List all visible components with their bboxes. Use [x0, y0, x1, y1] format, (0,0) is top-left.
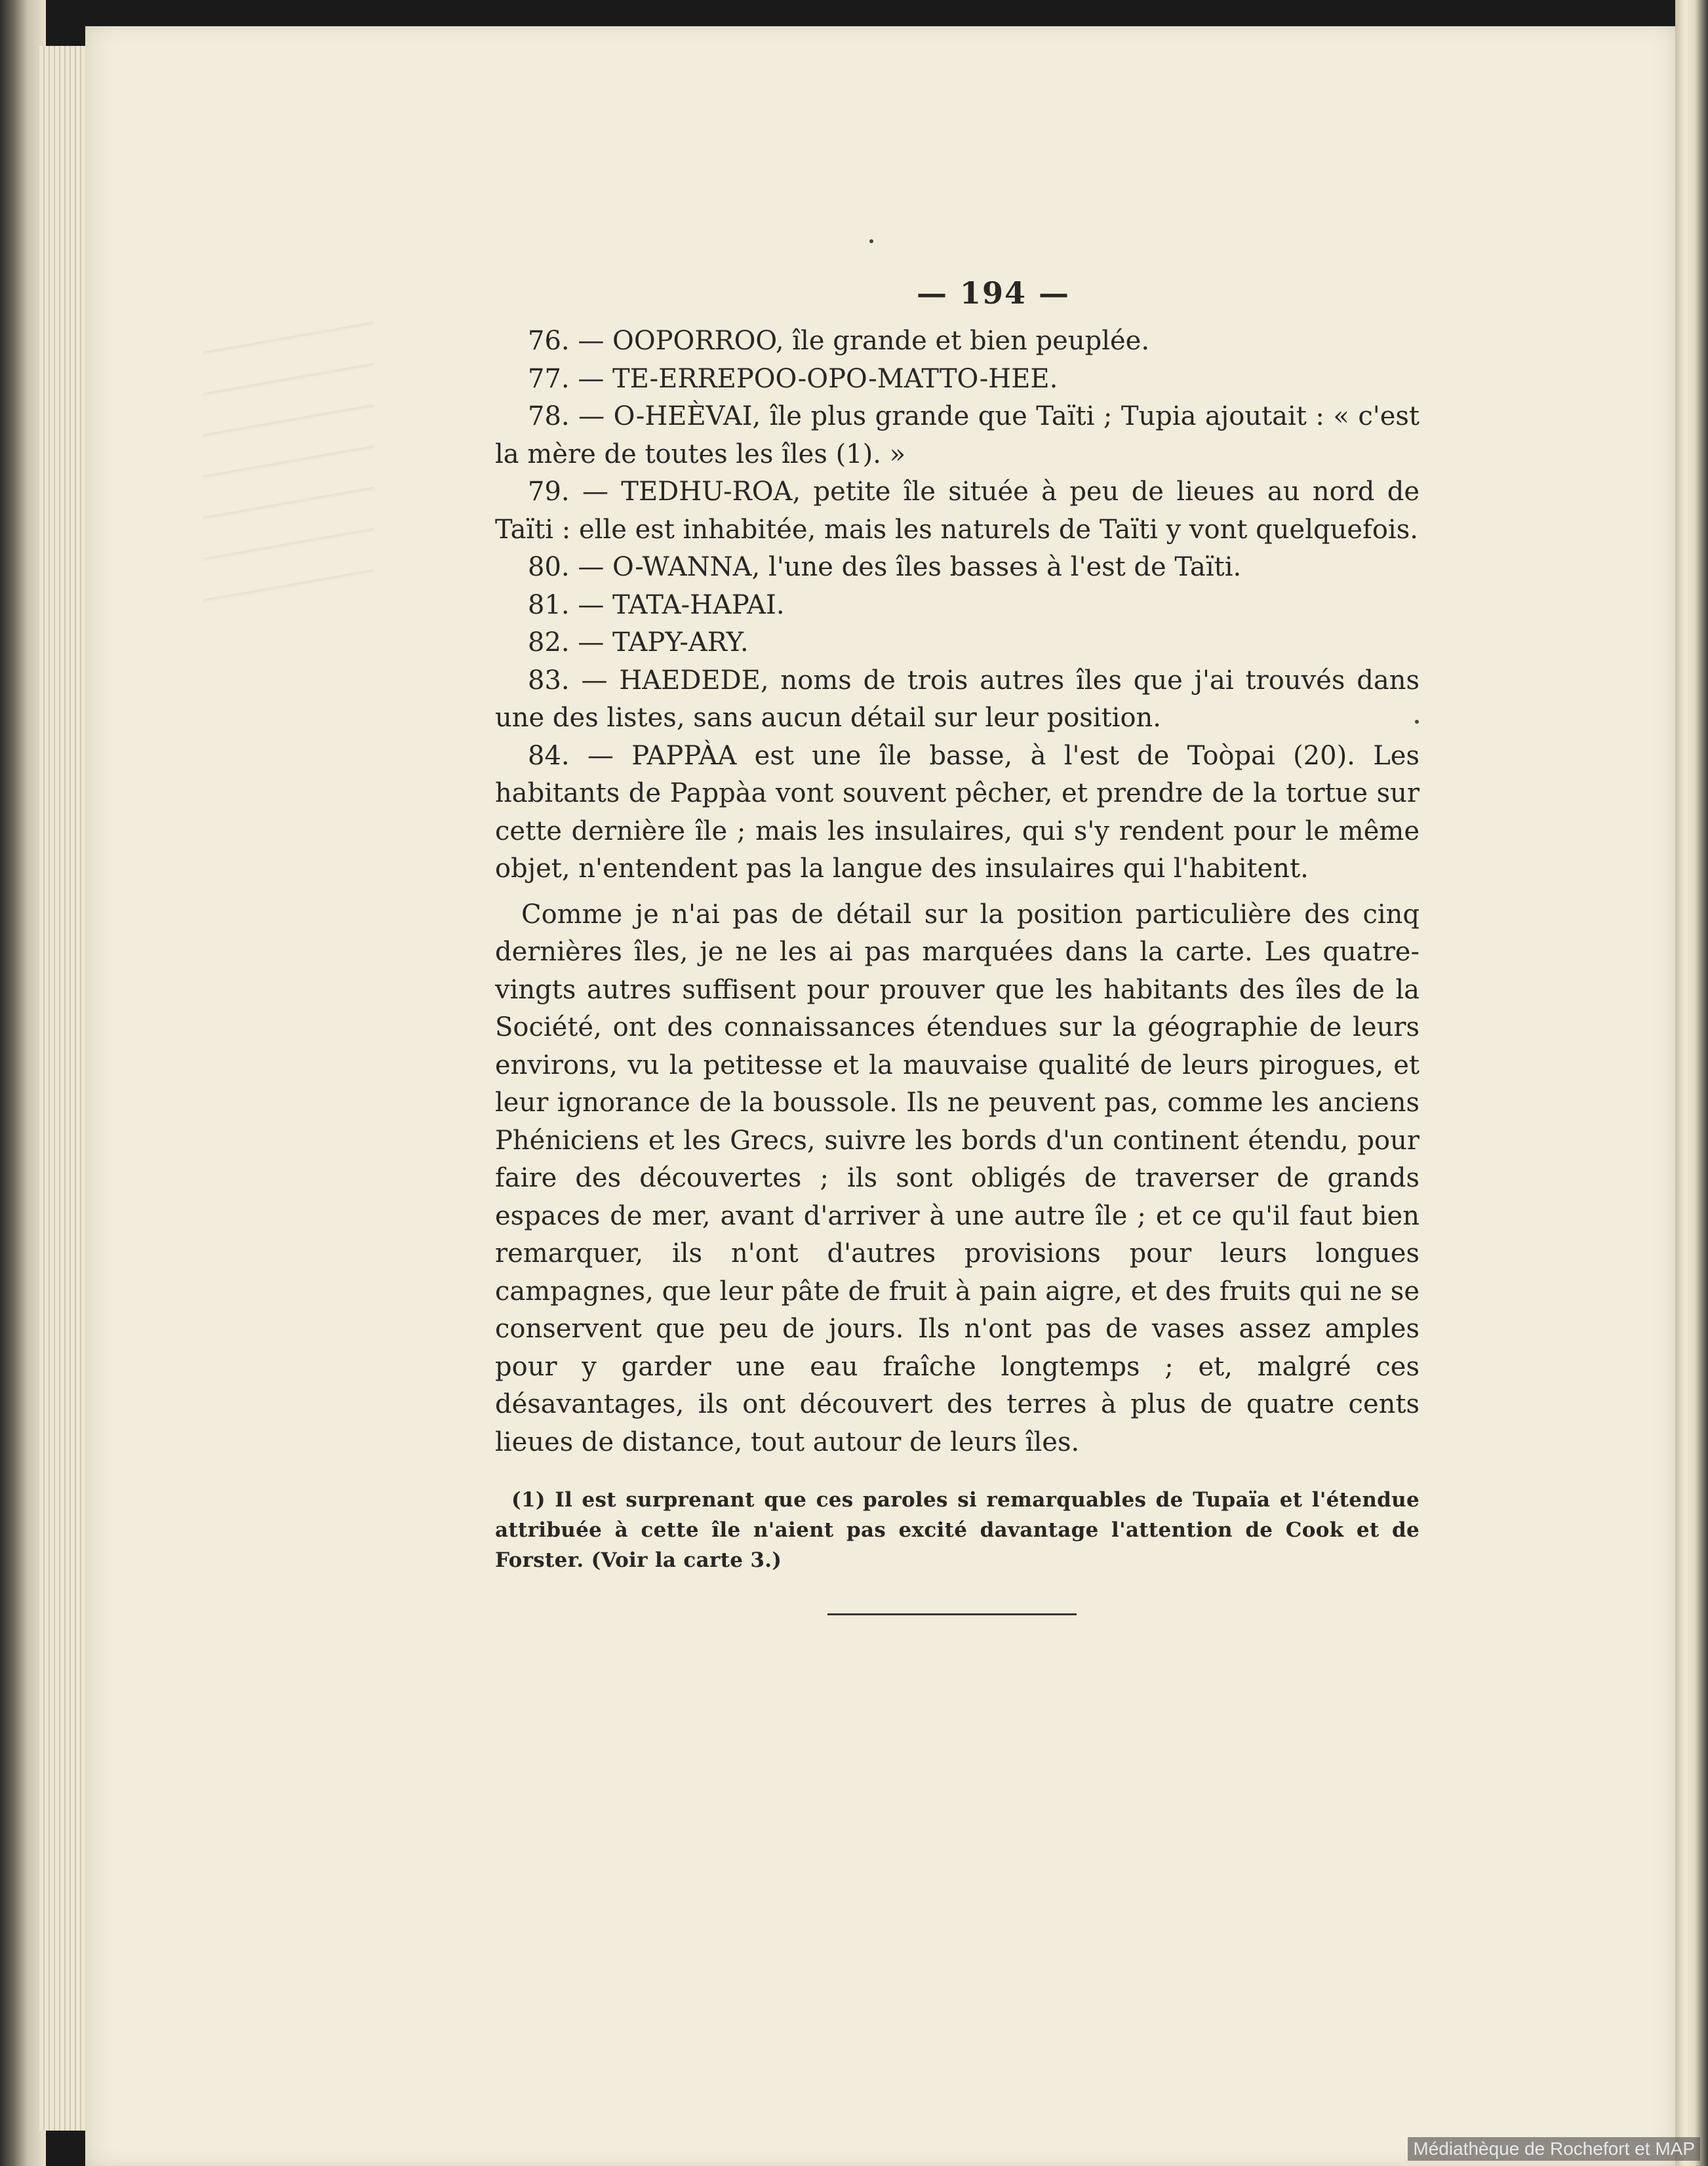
page-text [495, 275, 1420, 1575]
entry-80: 80. — O-WANNA, l'une des îles basses à l'est de Taïti. [528, 552, 1242, 582]
entry-77: 77. — TE-ERREPOO-OPO-MATTO-HEE. [528, 363, 1058, 394]
bleed-through-handwriting [203, 315, 374, 603]
entry-83: 83. — HAEDEDE, noms de trois autres îles que j'ai trouvés dans une des listes, sans aucun détail sur leur position. [495, 665, 1420, 733]
page-number: — 194 — [916, 275, 1071, 311]
entry-78: 78. — O-HEÈVAI, île plus grande que Taïti ; Tupia ajoutait : « c'est la mère de toutes les îles (1). » [495, 401, 1420, 469]
ink-speck [869, 239, 873, 243]
entry-81: 81. — TATA-HAPAI. [528, 589, 785, 620]
entry-79: 79. — TEDHU-ROA, petite île située à peu de lieues au nord de Taïti : elle est inhabitée, mais les naturels de Taïti y vont quelquefois. [495, 477, 1420, 545]
body-paragraph: Comme je n'ai pas de détail sur la position particulière des cinq dernières îles, je ne les ai pas marquées dans la carte. Les quatre-vingts autres suffisent pour prouver que les habitants des îles de la Société, ont des connaissances étendues sur la géographie de leurs environs, vu la petitesse et la mauvaise qualité de leurs pirogues, et leur ignorance de la boussole. Ils ne peuvent pas, comme les anciens Phéniciens et les Grecs, suivre les bords d'un continent étendu, pour faire des découvertes ; ils sont obligés de traverser de grands espaces de mer, avant d'arriver à une autre île ; et ce qu'il faut bien remarquer, ils n'ont d'autres provisions pour leurs longues campagnes, que leur pâte de fruit à pain aigre, et des fruits qui ne se conservent que peu de jours. Ils n'ont pas de vases assez amples pour y garder une eau fraîche longtemps ; et, malgré ces désavantages, ils ont découvert des terres à plus de quatre cents lieues de distance, tout autour de leurs îles. [495, 899, 1420, 1457]
entry-76: 76. — OOPORROO, île grande et bien peuplée. [528, 326, 1150, 356]
end-rule [827, 1613, 1077, 1615]
entry-82: 82. — TAPY-ARY. [528, 627, 749, 658]
library-watermark: Médiathèque de Rochefort et MAP [1408, 2137, 1700, 2161]
footnote: (1) Il est surprenant que ces paroles si remarquables de Tupaïa et l'étendue attribuée à cette île n'aient pas excité davantage l'attention de Cook et de Forster. (Voir la carte 3.) [495, 1488, 1420, 1572]
right-page-edge [1675, 0, 1708, 2166]
entry-84: 84. — PAPPÀA est une île basse, à l'est de Toòpai (20). Les habitants de Pappàa vont souvent pêcher, et prendre de la tortue sur cette dernière île ; mais les insulaires, qui s'y rendent pour le même objet, n'entendent pas la langue des insulaires qui l'habitent. [495, 740, 1420, 884]
